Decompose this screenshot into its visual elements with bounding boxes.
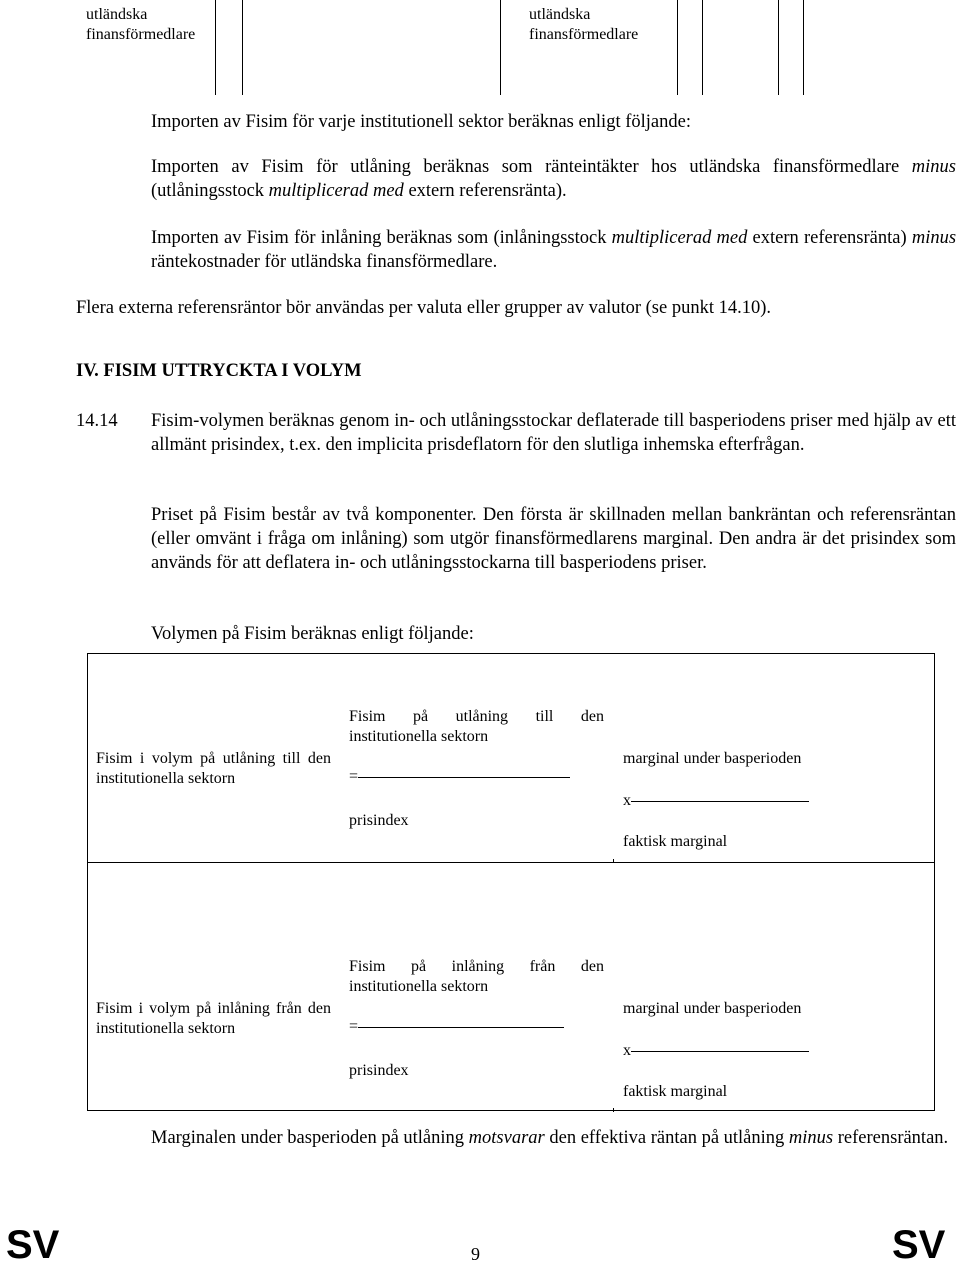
header-divider [677,0,678,95]
formula2-numerator-line2: institutionella sektorn [349,978,489,995]
formula2-bar-line [358,1027,564,1028]
formula1-right-bottom: faktisk marginal [623,833,728,850]
header-divider [702,0,703,95]
paragraph-price-components: Priset på Fisim består av två komponenter. Den första är skillnaden mellan bankräntan och referensräntan (eller omvänt i fråga om inlåning) som utgör finansförmedlarens marginal. Den andra är det prisindex som används för att deflatera in- och utlåningsstockarna till basperiodens priser. [151,505,956,573]
formula2-numerator-line1: Fisim på inlåning från den [349,958,604,975]
formula1-times-line [631,801,809,802]
formula1-numerator-line1: Fisim på utlåning till den [349,708,604,725]
header-divider [778,0,779,95]
formula2-times-line [631,1051,809,1052]
formula2-right-top: marginal under basperioden [623,1000,802,1017]
formula1-denominator: prisindex [349,812,409,829]
formula2-left-label: Fisim i volym på inlåning från den institutionella sektorn [96,1000,331,1037]
paragraph-import-lending: Importen av Fisim för utlåning beräknas som ränteintäkter hos utländska finansförmedlare minus (utlåningsstock multiplicerad med extern referensränta). [151,157,956,201]
header-cell-2: utländska finansförmedlare [529,6,639,43]
formula1-right-top: marginal under basperioden [623,750,802,767]
formula2-vertical-bar [613,1108,614,1112]
header-divider [803,0,804,95]
formula-divider [87,862,935,863]
paragraph-volume: Fisim-volymen beräknas genom in- och utlåningsstockar deflaterade till basperiodens priser med hjälp av ett allmänt prisindex, t.ex. den implicita prisdeflatorn för den slutliga inhemska efterfrågan. [151,411,956,455]
formula1-multiply [623,791,809,811]
footer-language-left: SV [6,1223,60,1267]
formula1-equals: = [349,768,359,785]
paragraph-import-deposits: Importen av Fisim för inlåning beräknas som (inlåningsstock multiplicerad med extern referensränta) minus räntekostnader för utländska finansförmedlare. [151,228,957,272]
header-cell-1: utländska finansförmedlare [86,6,196,43]
formula2-denominator: prisindex [349,1062,409,1079]
formula1-numerator-line2: institutionella sektorn [349,728,489,745]
formula2-times: x [623,1042,631,1059]
header-divider [215,0,216,95]
paragraph-volume-formula-intro: Volymen på Fisim beräknas enligt följande: [151,624,474,644]
paragraph-reference-rates: Flera externa referensräntor bör användas per valuta eller grupper av valutor (se punkt 14.10). [76,298,772,318]
paragraph-margin-definition: Marginalen under basperioden på utlåning motsvarar den effektiva räntan på utlåning minus referensräntan. [151,1128,949,1148]
paragraph-import-intro: Importen av Fisim för varje institutionell sektor beräknas enligt följande: [151,112,691,132]
formula2-right-bottom: faktisk marginal [623,1083,728,1100]
formula2-multiply [623,1041,809,1061]
formula1-vertical-bar [613,859,614,862]
formula2-fraction-bar [349,1017,564,1037]
formula1-bar-line [358,777,570,778]
formula2-equals: = [349,1018,359,1035]
footer-language-right: SV [892,1223,946,1267]
header-divider [500,0,501,95]
paragraph-number: 14.14 [76,411,118,431]
page-number: 9 [471,1244,480,1264]
formula1-left-label: Fisim i volym på utlåning till den institutionella sektorn [96,750,331,787]
formula1-fraction-bar [349,767,570,787]
header-divider [242,0,243,95]
section-heading: IV. FISIM UTTRYCKTA I VOLYM [76,361,362,381]
formula1-times: x [623,792,631,809]
